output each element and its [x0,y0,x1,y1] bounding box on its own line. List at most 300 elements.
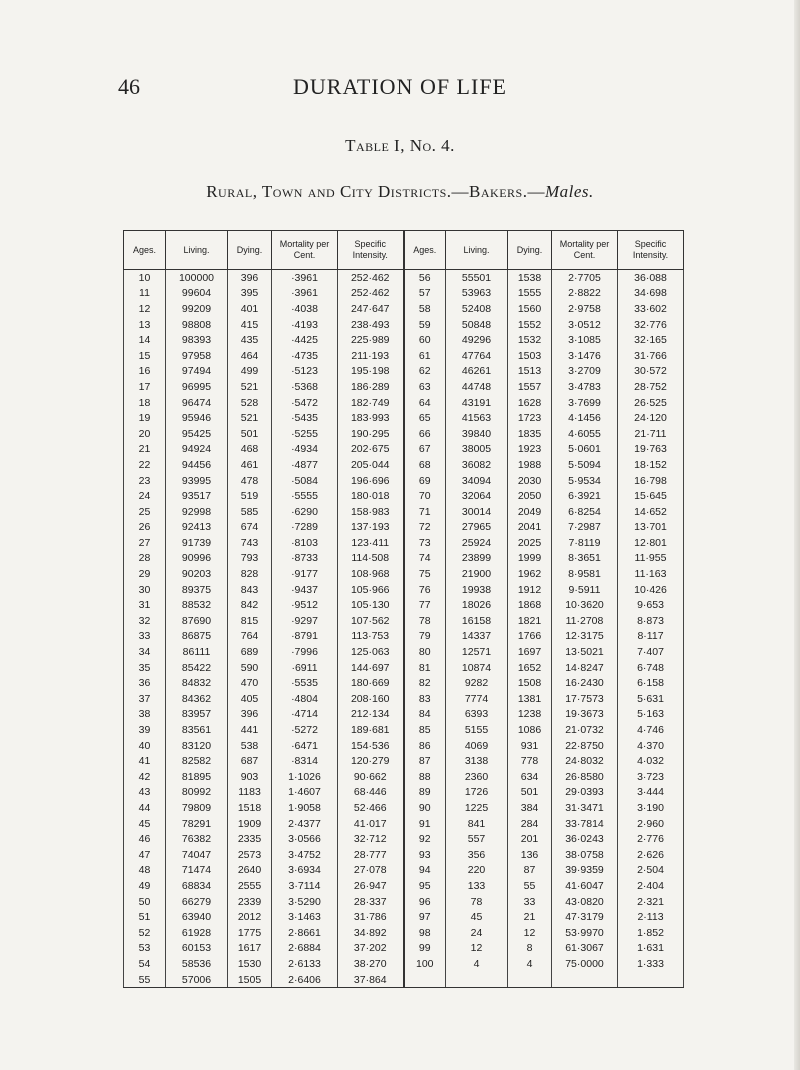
table-cell [446,972,508,988]
table-cell: 842 [228,597,272,613]
table-cell: 32·712 [338,831,404,847]
table-cell: 21·711 [618,426,684,442]
table-cell: 72 [404,520,446,536]
table-cell: 1652 [508,660,552,676]
table-cell: 37·202 [338,941,404,957]
table-cell: 415 [228,317,272,333]
table-cell: 61 [404,348,446,364]
table-cell: 97494 [166,364,228,380]
table-cell: 3·0512 [552,317,618,333]
table-row [124,270,684,286]
table-cell: 100 [404,956,446,972]
table-cell: 30·572 [618,364,684,380]
table-cell: 538 [228,738,272,754]
table-cell: 15 [124,348,166,364]
table-cell: 96 [404,894,446,910]
table-cell: 1923 [508,442,552,458]
table-cell: 11·2708 [552,613,618,629]
table-cell: 99604 [166,286,228,302]
column-header: Dying. [228,231,272,270]
table-cell: 3·190 [618,800,684,816]
running-head: DURATION OF LIFE [293,74,507,99]
table-cell: 144·697 [338,660,404,676]
table-cell: 74047 [166,847,228,863]
table-cell: 1962 [508,566,552,582]
table-cell: 38005 [446,442,508,458]
table-cell: 6·3921 [552,488,618,504]
table-cell: 1766 [508,629,552,645]
table-cell: 36·0243 [552,831,618,847]
table-row [124,800,684,816]
table-cell: 46 [124,831,166,847]
table-cell: 63 [404,379,446,395]
table-cell: 78 [404,613,446,629]
table-cell: 91739 [166,535,228,551]
table-cell: 28 [124,551,166,567]
table-cell: 86111 [166,644,228,660]
table-cell: 31·766 [618,348,684,364]
table-cell: 48 [124,863,166,879]
table-cell: 1·631 [618,941,684,957]
table-cell: 45 [446,909,508,925]
table-cell: 113·753 [338,629,404,645]
table-cell: 3·4752 [272,847,338,863]
table-cell: 38 [124,707,166,723]
table-cell: 57 [404,286,446,302]
table-cell: 3·2709 [552,364,618,380]
table-cell: 841 [446,816,508,832]
table-cell: 49 [124,878,166,894]
table-row [124,816,684,832]
table-cell: 84 [404,707,446,723]
table-cell: 1381 [508,691,552,707]
table-row [124,691,684,707]
table-cell: 27 [124,535,166,551]
table-row [124,722,684,738]
table-row [124,348,684,364]
table-cell: 45 [124,816,166,832]
table-cell: 95425 [166,426,228,442]
table-row [124,831,684,847]
table-cell: 13·701 [618,520,684,536]
table-cell: 4·6055 [552,426,618,442]
table-cell: 2640 [228,863,272,879]
table-cell: 31·786 [338,909,404,925]
table-cell: 85422 [166,660,228,676]
table-subtitle [0,182,800,202]
table-cell: 37 [124,691,166,707]
table-cell: 108·968 [338,566,404,582]
table-cell: ·5084 [272,473,338,489]
table-cell: 3·1463 [272,909,338,925]
table-cell: 22 [124,457,166,473]
table-cell: 220 [446,863,508,879]
table-cell: 401 [228,301,272,317]
table-cell: 61·3067 [552,941,618,957]
table-cell: 23899 [446,551,508,567]
table-cell: 3138 [446,753,508,769]
table-cell: ·5255 [272,426,338,442]
table-cell: 79 [404,629,446,645]
table-cell: 501 [228,426,272,442]
table-cell: 2025 [508,535,552,551]
table-cell: 125·063 [338,644,404,660]
table-cell: 98 [404,925,446,941]
table-cell: 33 [124,629,166,645]
table-cell: ·8103 [272,535,338,551]
table-cell: 93 [404,847,446,863]
table-cell: 356 [446,847,508,863]
table-cell: 743 [228,535,272,551]
table-row [124,941,684,957]
table-cell: ·8733 [272,551,338,567]
table-cell: 17·7573 [552,691,618,707]
table-cell: 1·1026 [272,769,338,785]
table-cell: 238·493 [338,317,404,333]
table-cell: 1538 [508,270,552,286]
table-cell: 468 [228,442,272,458]
table-cell: 182·749 [338,395,404,411]
table-row [124,551,684,567]
mortality-table [123,230,684,988]
table-cell: 8·3651 [552,551,618,567]
table-cell: 32·776 [618,317,684,333]
table-row [124,972,684,988]
table-cell: 98393 [166,332,228,348]
table-cell: ·6471 [272,738,338,754]
table-cell: 93995 [166,473,228,489]
table-cell: 31·3471 [552,800,618,816]
table-cell: ·4934 [272,442,338,458]
table-cell: 2·6884 [272,941,338,957]
table-cell: 1628 [508,395,552,411]
table-cell: 29 [124,566,166,582]
table-cell: 1617 [228,941,272,957]
table-cell: 528 [228,395,272,411]
table-cell: 49296 [446,332,508,348]
table-cell: 190·295 [338,426,404,442]
table-cell: 26·947 [338,878,404,894]
table-row [124,894,684,910]
table-cell: 11·163 [618,566,684,582]
table-cell: 28·752 [618,379,684,395]
table-cell: 2041 [508,520,552,536]
table-cell: 1775 [228,925,272,941]
table-cell: 1518 [228,800,272,816]
table-cell: ·5472 [272,395,338,411]
table-cell: 2·8661 [272,925,338,941]
table-cell: 1530 [228,956,272,972]
table-cell: 94924 [166,442,228,458]
table-cell: 3·723 [618,769,684,785]
table-cell: 43191 [446,395,508,411]
table-cell: 4·746 [618,722,684,738]
table-cell: 56 [404,270,446,286]
page-number: 46 [118,74,140,99]
table-cell: 55 [124,972,166,988]
table-cell: 67 [404,442,446,458]
table-cell: 461 [228,457,272,473]
table-cell: 24 [124,488,166,504]
table-cell: 39 [124,722,166,738]
table-cell: 92 [404,831,446,847]
table-row [124,753,684,769]
table-cell: 674 [228,520,272,536]
table-cell: 90 [404,800,446,816]
table-cell: 2·776 [618,831,684,847]
table-cell: ·4038 [272,301,338,317]
table-cell: 85 [404,722,446,738]
table-cell: 23 [124,473,166,489]
table-cell: 395 [228,286,272,302]
table-cell: 26·525 [618,395,684,411]
table-cell: 1513 [508,364,552,380]
table-cell: 32 [124,613,166,629]
table-cell: 689 [228,644,272,660]
table-cell: ·4425 [272,332,338,348]
table-cell: 22·8750 [552,738,618,754]
table-cell: 51 [124,909,166,925]
mortality-table-container [123,230,683,986]
table-cell: ·7996 [272,644,338,660]
table-cell: 68834 [166,878,228,894]
table-cell: 931 [508,738,552,754]
table-cell: 2·9758 [552,301,618,317]
table-cell: 97 [404,909,446,925]
table-cell: 52·466 [338,800,404,816]
table-cell: ·9177 [272,566,338,582]
table-cell: ·8791 [272,629,338,645]
table-cell: 32064 [446,488,508,504]
table-cell: ·6911 [272,660,338,676]
table-cell: 33·7814 [552,816,618,832]
table-cell: 82582 [166,753,228,769]
table-cell: 25 [124,504,166,520]
table-cell: 5·163 [618,707,684,723]
table-cell: 27965 [446,520,508,536]
table-row [124,707,684,723]
table-cell: 212·134 [338,707,404,723]
table-cell: ·9512 [272,597,338,613]
table-cell: 24·8032 [552,753,618,769]
table-cell: 557 [446,831,508,847]
table-cell: 14·8247 [552,660,618,676]
table-row [124,675,684,691]
table-cell: 225·989 [338,332,404,348]
table-cell: 95 [404,878,446,894]
table-cell: 36 [124,675,166,691]
table-cell: 65 [404,410,446,426]
table-cell: 1·852 [618,925,684,941]
table-cell: 154·536 [338,738,404,754]
table-cell: 1183 [228,785,272,801]
table-cell: 136 [508,847,552,863]
table-cell: 114·508 [338,551,404,567]
table-row [124,582,684,598]
table-cell: 1086 [508,722,552,738]
table-cell: 88532 [166,597,228,613]
table-cell: 2·7705 [552,270,618,286]
table-cell: 91 [404,816,446,832]
table-cell: 8·9581 [552,566,618,582]
table-cell: 2·321 [618,894,684,910]
table-cell: 687 [228,753,272,769]
column-header: Ages. [404,231,446,270]
table-cell: 18 [124,395,166,411]
table-cell: 4 [508,956,552,972]
table-cell: 19 [124,410,166,426]
table-cell: 58536 [166,956,228,972]
table-cell: 2·504 [618,863,684,879]
table-cell: 21 [508,909,552,925]
table-cell: 34 [124,644,166,660]
table-cell: 55 [508,878,552,894]
table-cell: 5155 [446,722,508,738]
table-cell: 44748 [446,379,508,395]
table-cell: 14·652 [618,504,684,520]
table-cell: 16158 [446,613,508,629]
table-cell: 61928 [166,925,228,941]
table-cell [404,972,446,988]
column-header: Living. [446,231,508,270]
table-cell: 2339 [228,894,272,910]
table-cell: ·4193 [272,317,338,333]
table-cell: 843 [228,582,272,598]
table-row [124,644,684,660]
table-cell: 20 [124,426,166,442]
table-cell: 24 [446,925,508,941]
table-cell: 120·279 [338,753,404,769]
table-cell: 6·158 [618,675,684,691]
table-cell: 47764 [446,348,508,364]
table-cell: 3·6934 [272,863,338,879]
table-cell: 68 [404,457,446,473]
table-subtitle-sex: Males. [545,182,594,201]
table-cell: 7·407 [618,644,684,660]
table-cell: ·4877 [272,457,338,473]
table-cell: 1·333 [618,956,684,972]
table-cell: 63940 [166,909,228,925]
table-cell: 180·018 [338,488,404,504]
table-cell: 4 [446,956,508,972]
table-cell: 87690 [166,613,228,629]
table-cell: ·3961 [272,286,338,302]
table-cell: 4·032 [618,753,684,769]
table-cell: 66 [404,426,446,442]
table-cell: 98808 [166,317,228,333]
table-cell: 58 [404,301,446,317]
table-cell: 10·426 [618,582,684,598]
table-cell: 1552 [508,317,552,333]
table-cell [508,972,552,988]
table-cell: 26 [124,520,166,536]
table-cell: 75·0000 [552,956,618,972]
table-cell: ·4804 [272,691,338,707]
table-cell: 76 [404,582,446,598]
table-row [124,597,684,613]
table-cell: 6·748 [618,660,684,676]
table-cell: 10·3620 [552,597,618,613]
table-cell: 34·698 [618,286,684,302]
table-cell: 41563 [446,410,508,426]
table-cell: 8·117 [618,629,684,645]
table-cell: 8·873 [618,613,684,629]
table-cell: 21 [124,442,166,458]
table-cell: 5·631 [618,691,684,707]
table-cell: 96474 [166,395,228,411]
table-cell: 1532 [508,332,552,348]
table-cell: 50848 [446,317,508,333]
table-cell: 252·462 [338,286,404,302]
table-cell: ·5123 [272,364,338,380]
table-cell: ·7289 [272,520,338,536]
table-cell: 71 [404,504,446,520]
table-cell: 13 [124,317,166,333]
table-cell: 3·1476 [552,348,618,364]
table-cell: 53963 [446,286,508,302]
table-title: Table I, No. 4. [345,136,455,155]
table-cell: 435 [228,332,272,348]
table-cell: 107·562 [338,613,404,629]
column-header: Ages. [124,231,166,270]
table-cell: 52 [124,925,166,941]
table-cell: 60153 [166,941,228,957]
table-cell: 478 [228,473,272,489]
table-cell [552,972,618,988]
table-cell: 2050 [508,488,552,504]
table-cell: 28·337 [338,894,404,910]
table-cell: 499 [228,364,272,380]
table-cell: 5·0601 [552,442,618,458]
table-cell: 815 [228,613,272,629]
table-row [124,660,684,676]
table-cell: 14337 [446,629,508,645]
table-cell: 33 [508,894,552,910]
table-cell: 2012 [228,909,272,925]
table-row [124,286,684,302]
table-cell: 87 [404,753,446,769]
table-cell: 1238 [508,707,552,723]
table-cell: 3·7114 [272,878,338,894]
table-cell: 1723 [508,410,552,426]
table-cell: 2049 [508,504,552,520]
table-cell: 69 [404,473,446,489]
table-cell: 105·966 [338,582,404,598]
table-cell: ·6290 [272,504,338,520]
table-row [124,410,684,426]
table-cell: 247·647 [338,301,404,317]
table-row [124,566,684,582]
table-cell: 55501 [446,270,508,286]
table-cell: 903 [228,769,272,785]
table-cell: 2030 [508,473,552,489]
table-cell: 2555 [228,878,272,894]
table-cell: 19938 [446,582,508,598]
table-cell: 10874 [446,660,508,676]
table-cell: 40 [124,738,166,754]
table-cell: 38·270 [338,956,404,972]
table-cell: 47·3179 [552,909,618,925]
table-cell: 195·198 [338,364,404,380]
table-cell: ·5368 [272,379,338,395]
table-cell: 92998 [166,504,228,520]
table-cell: 86 [404,738,446,754]
table-cell: 47 [124,847,166,863]
table-cell: 14 [124,332,166,348]
table-cell: ·3961 [272,270,338,286]
table-cell: 441 [228,722,272,738]
table-row [124,847,684,863]
